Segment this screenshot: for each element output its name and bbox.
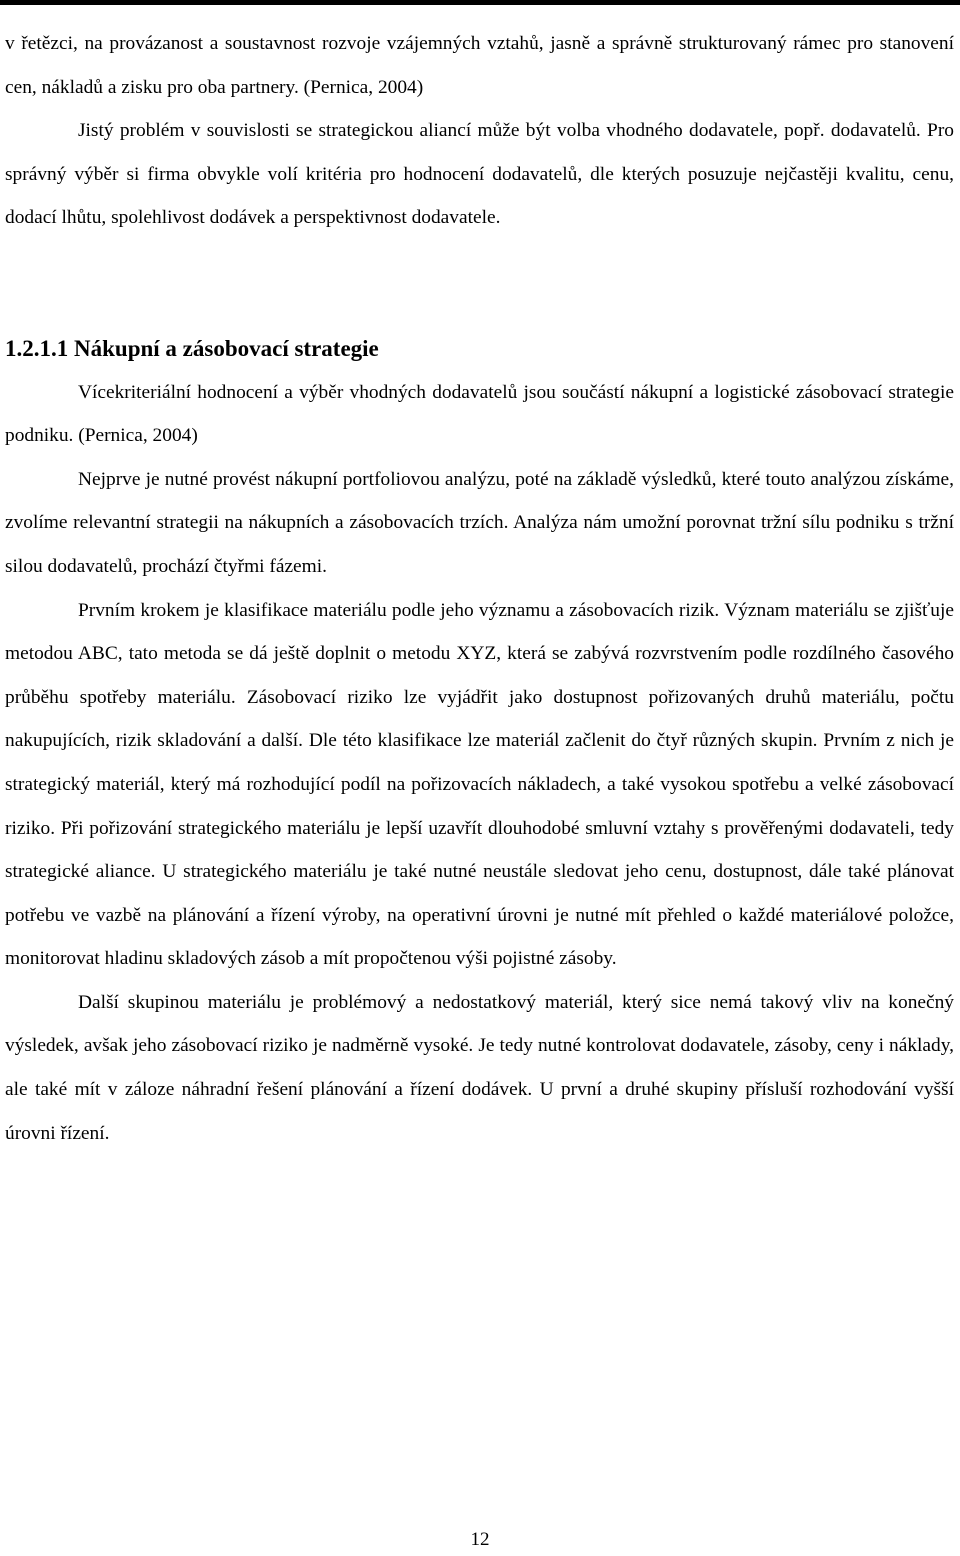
section-heading: 1.2.1.1 Nákupní a zásobovací strategie (5, 335, 379, 361)
paragraph-problem-material: Další skupinou materiálu je problémový a nedostatkový materiál, který sice nemá takový vliv na konečný výsledek, avšak jeho zásobovací riziko je nadměrně vysoké. Je tedy nutné kontrolovat dodavatele, zásoby, ceny i náklady, ale také mít v záloze náhradní řešení plánování a řízení dodávek. U první a druhé skupiny přísluší rozhodování vyšší úrovni řízení. (5, 991, 954, 1144)
page-number: 12 (470, 1529, 490, 1550)
paragraph-intro-continuation: v řetězci, na provázanost a soustavnost rozvoje vzájemných vztahů, jasně a správně strukturovaný rámec pro stanovení cen, nákladů a zisku pro oba partnery. (Pernica, 2004) (5, 33, 954, 98)
paragraph-portfolio-analysis: Nejprve je nutné provést nákupní portfoliovou analýzu, poté na základě výsledků, které touto analýzou získáme, zvolíme relevantní strategii na nákupních a zásobovacích trzích. Analýza nám umožní porovnat tržní sílu podniku s tržní silou dodavatelů, prochází čtyřmi fázemi. (5, 468, 954, 577)
document-page (5, 22, 954, 1155)
top-border-line (0, 0, 960, 5)
paragraph-multicriteria: Vícekriteriální hodnocení a výběr vhodných dodavatelů jsou součástí nákupní a logistické zásobovací strategie podniku. (Pernica, 2004) (5, 381, 954, 447)
paragraph-material-classification: Prvním krokem je klasifikace materiálu podle jeho významu a zásobovacích rizik. Význam materiálu se zjišťuje metodou ABC, tato metoda se dá ještě doplnit o metodu XYZ, která se zabývá rozvrstvením podle rozdílného časového průběhu spotřeby materiálu. Zásobovací riziko lze vyjádřit jako dostupnost pořizovaných druhů materiálu, počtu nakupujících, rizik skladování a další. Dle této klasifikace lze materiál začlenit do čtyř různých skupin. Prvním z nich je strategický materiál, který má rozhodující podíl na pořizovacích nákladech, a také vysokou spotřebu a velké zásobovací riziko. Při pořizování strategického materiálu je lepší uzavřít dlouhodobé smluvní vztahy s prověřenými dodavateli, tedy strategické aliance. U strategického materiálu je také nutné neustále sledovat jeho cenu, dostupnost, dále také plánovat potřebu ve vazbě na plánování a řízení výroby, na operativní úrovni je nutné mít přehled o každé materiálové položce, monitorovat hladinu skladových zásob a mít propočtenou výši pojistné zásoby. (5, 599, 954, 970)
paragraph-supplier-selection: Jistý problém v souvislosti se strategickou aliancí může být volba vhodného dodavatele, popř. dodavatelů. Pro správný výběr si firma obvykle volí kritéria pro hodnocení dodavatelů, dle kterých posuzuje nejčastěji kvalitu, cenu, dodací lhůtu, spolehlivost dodávek a perspektivnost dodavatele. (5, 120, 954, 229)
section-spacer (5, 240, 954, 327)
